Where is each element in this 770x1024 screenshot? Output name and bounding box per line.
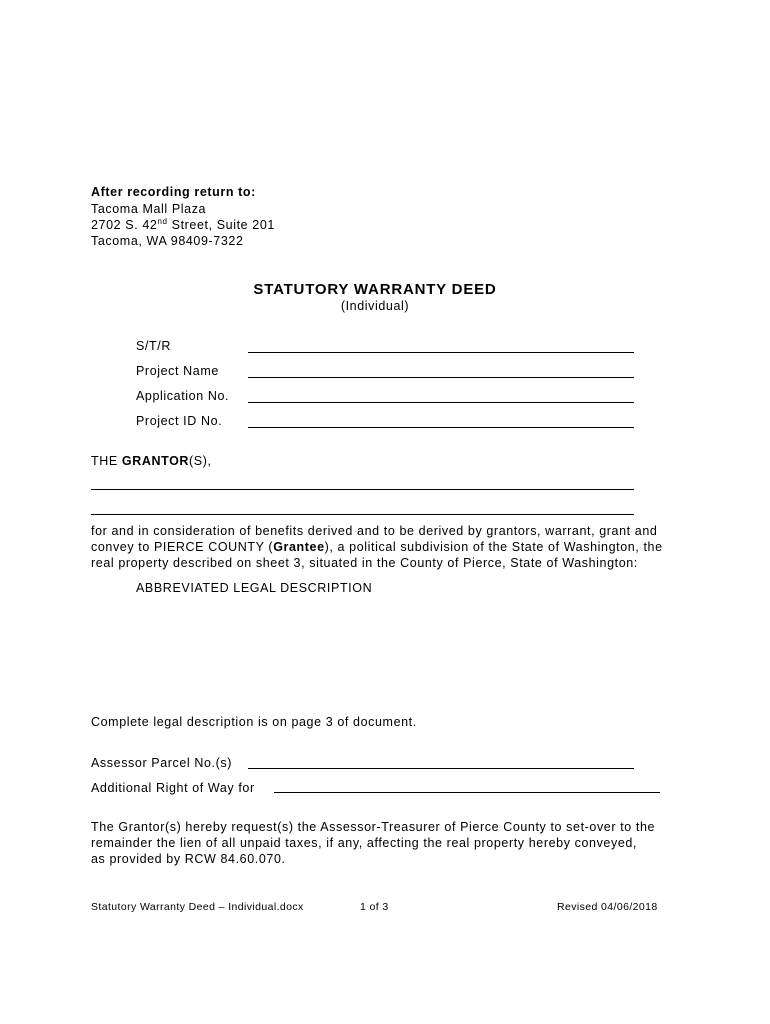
str-label: S/T/R — [136, 339, 171, 353]
application-no-field[interactable] — [248, 402, 634, 403]
document-subtitle: (Individual) — [340, 299, 410, 313]
return-address-line-1: Tacoma Mall Plaza — [91, 202, 207, 216]
str-field[interactable] — [248, 352, 634, 353]
consideration-line-1: for and in consideration of benefits derived and to be derived by grantors, warrant, grant and — [91, 524, 658, 538]
consideration-line-3: real property described on sheet 3, situated in the County of Pierce, State of Washington: — [91, 556, 638, 570]
project-name-field[interactable] — [248, 377, 634, 378]
assessor-parcel-field[interactable] — [248, 768, 634, 769]
footer-revised-date: Revised 04/06/2018 — [557, 901, 658, 913]
project-id-field[interactable] — [248, 427, 634, 428]
right-of-way-label: Additional Right of Way for — [91, 781, 255, 795]
consideration-line-2: convey to PIERCE COUNTY (Grantee), a political subdivision of the State of Washington, the — [91, 540, 663, 554]
project-name-label: Project Name — [136, 364, 219, 378]
footer-page-number: 1 of 3 — [360, 901, 389, 913]
right-of-way-field[interactable] — [274, 792, 660, 793]
grantor-field-line-2[interactable] — [91, 514, 634, 515]
abbrev-legal-value[interactable] — [136, 600, 636, 700]
footer-filename: Statutory Warranty Deed – Individual.docx — [91, 901, 304, 913]
grantor-field-line-1[interactable] — [91, 489, 634, 490]
project-id-label: Project ID No. — [136, 414, 223, 428]
return-address-line-3: Tacoma, WA 98409-7322 — [91, 234, 244, 248]
abbrev-legal-heading: ABBREVIATED LEGAL DESCRIPTION — [136, 581, 373, 595]
application-no-label: Application No. — [136, 389, 230, 403]
assessor-parcel-label: Assessor Parcel No.(s) — [91, 756, 233, 770]
complete-legal-note: Complete legal description is on page 3 of document. — [91, 715, 417, 729]
return-heading: After recording return to: — [91, 185, 256, 199]
grantor-label: THE GRANTOR(S), — [91, 454, 212, 468]
request-line-3: as provided by RCW 84.60.070. — [91, 852, 286, 866]
document-title: STATUTORY WARRANTY DEED — [253, 281, 497, 298]
request-line-1: The Grantor(s) hereby request(s) the Assessor-Treasurer of Pierce County to set-over to the — [91, 820, 656, 834]
request-line-2: remainder the lien of all unpaid taxes, if any, affecting the real property hereby conveyed, — [91, 836, 638, 850]
return-address-line-2: 2702 S. 42nd Street, Suite 201 — [91, 216, 275, 232]
